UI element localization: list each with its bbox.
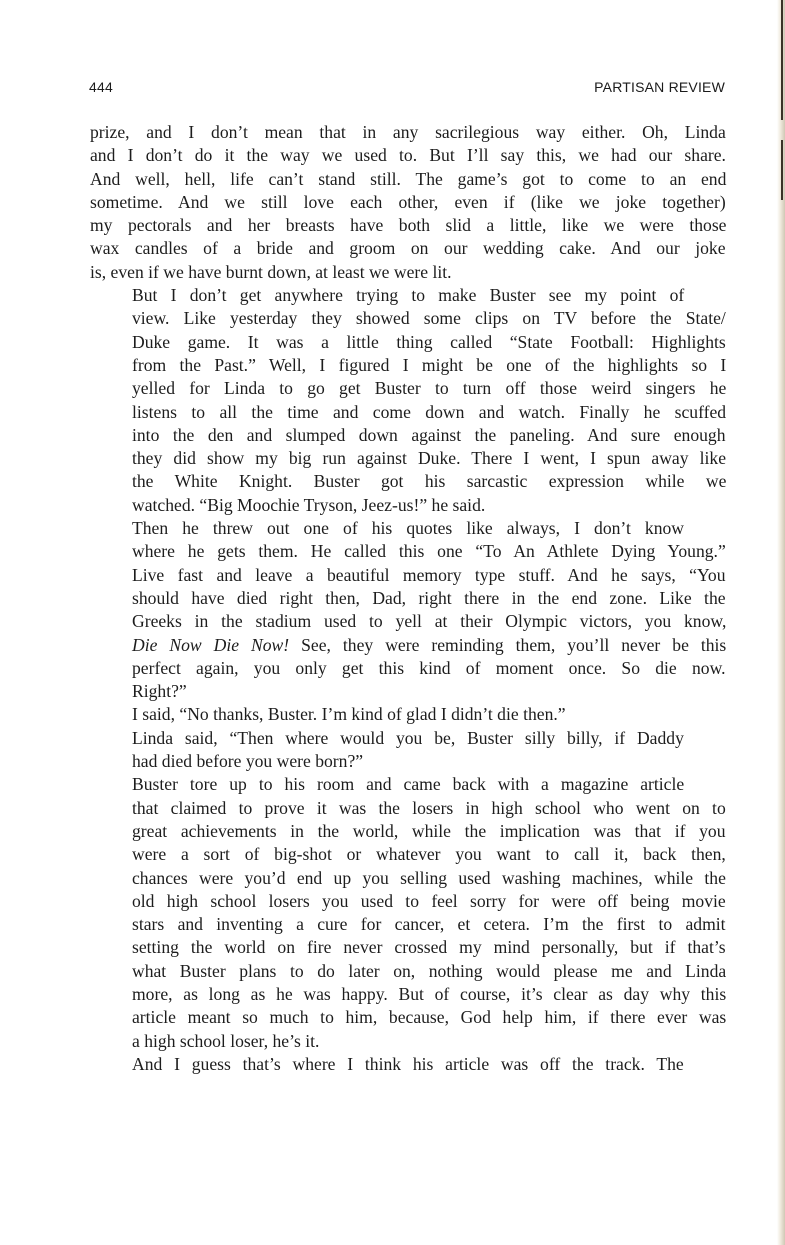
body-text xyxy=(90,121,726,1076)
text-line: where he gets them. He called this one “To An Athlete Dying Young.” xyxy=(132,541,726,562)
text-line: Buster tore up to his room and came back with a magazine article xyxy=(132,774,685,795)
text-line: article meant so much to him, because, God help him, if there ever was xyxy=(132,1007,727,1028)
text-line: listens to all the time and come down and watch. Finally he scuffed xyxy=(132,401,727,422)
paragraph xyxy=(90,121,726,284)
text-line: from the Past.” Well, I figured I might be one of the highlights so I xyxy=(132,354,727,375)
text-line: is, even if we have burnt down, at least we were lit. xyxy=(90,261,452,282)
text-line: old high school losers you used to feel sorry for were off being movie xyxy=(132,890,726,911)
running-head xyxy=(89,79,725,99)
text-line: they did show my big run against Duke. There I went, I spun away like xyxy=(132,448,727,469)
page-edge-shadow xyxy=(777,0,785,1245)
paragraph xyxy=(90,727,726,774)
text-line: Linda said, “Then where would you be, Buster silly billy, if Daddy xyxy=(132,727,684,748)
text-line: more, as long as he was happy. But of course, it’s clear as day why this xyxy=(132,983,727,1004)
text-line: watched. “Big Moochie Tryson, Jeez-us!” he said. xyxy=(132,494,486,515)
text-line: But I don’t get anywhere trying to make Buster see my point of xyxy=(132,285,685,306)
text-line: view. Like yesterday they showed some clips on TV before the State/ xyxy=(132,308,726,329)
paragraph xyxy=(90,703,726,726)
text-line: Right?” xyxy=(132,681,187,702)
text-line: chances were you’d end up you selling used washing machines, while the xyxy=(132,867,726,888)
text-line: wax candles of a bride and groom on our wedding cake. And our joke xyxy=(90,238,726,259)
text-line: Then he threw out one of his quotes like always, I don’t know xyxy=(132,518,685,539)
text-line: Live fast and leave a beautiful memory type stuff. And he says, “You xyxy=(132,564,726,585)
page-edge-mark xyxy=(781,140,783,200)
text-line: great achievements in the world, while the implication was that if you xyxy=(132,820,726,841)
text-line: sometime. And we still love each other, even if (like we joke together) xyxy=(90,191,726,212)
journal-title: PARTISAN REVIEW xyxy=(594,79,725,95)
text-line: a high school loser, he’s it. xyxy=(132,1030,320,1051)
text-line: were a sort of big-shot or whatever you want to call it, back then, xyxy=(132,844,726,865)
text-line: what Buster plans to do later on, nothing would please me and Linda xyxy=(132,960,727,981)
paragraph xyxy=(90,517,726,703)
text-line: yelled for Linda to go get Buster to turn off those weird singers he xyxy=(132,378,727,399)
paragraph xyxy=(90,284,726,517)
paragraph xyxy=(90,1053,726,1076)
text-line: And I guess that’s where I think his article was off the track. The xyxy=(132,1053,684,1074)
text-line: stars and inventing a cure for cancer, et cetera. I’m the first to admit xyxy=(132,914,726,935)
text-line: prize, and I don’t mean that in any sacrilegious way either. Oh, Linda xyxy=(90,122,726,142)
text-line: into the den and slumped down against the paneling. And sure enough xyxy=(132,424,726,445)
text-line: that claimed to prove it was the losers in high school who went on to xyxy=(132,797,726,818)
text-line: Duke game. It was a little thing called “State Football: Highlights xyxy=(132,331,726,352)
text-line: Greeks in the stadium used to yell at their Olympic victors, you know, xyxy=(132,611,727,632)
text-line: and I don’t do it the way we used to. But I’ll say this, we had our share. xyxy=(90,145,726,166)
text-line: And well, hell, life can’t stand still. The game’s got to come to an end xyxy=(90,168,727,189)
paragraph xyxy=(90,773,726,1053)
text-line: my pectorals and her breasts have both slid a little, like we were those xyxy=(90,215,727,236)
text-fragment: See, they were reminding them, you’ll never be this xyxy=(289,634,727,655)
page-number: 444 xyxy=(89,79,113,95)
text-line: should have died right then, Dad, right there in the end zone. Like the xyxy=(132,587,726,608)
text-line xyxy=(90,634,726,657)
text-line: I said, “No thanks, Buster. I’m kind of glad I didn’t die then.” xyxy=(132,704,566,725)
text-line: the White Knight. Buster got his sarcastic expression while we xyxy=(132,471,727,492)
italic-phrase: Die Now Die Now! xyxy=(132,634,290,655)
text-line: setting the world on fire never crossed my mind personally, but if that’s xyxy=(132,937,726,958)
text-line: had died before you were born?” xyxy=(132,751,364,772)
text-line: perfect again, you only get this kind of moment once. So die now. xyxy=(132,657,726,678)
page-edge-mark xyxy=(781,0,783,120)
